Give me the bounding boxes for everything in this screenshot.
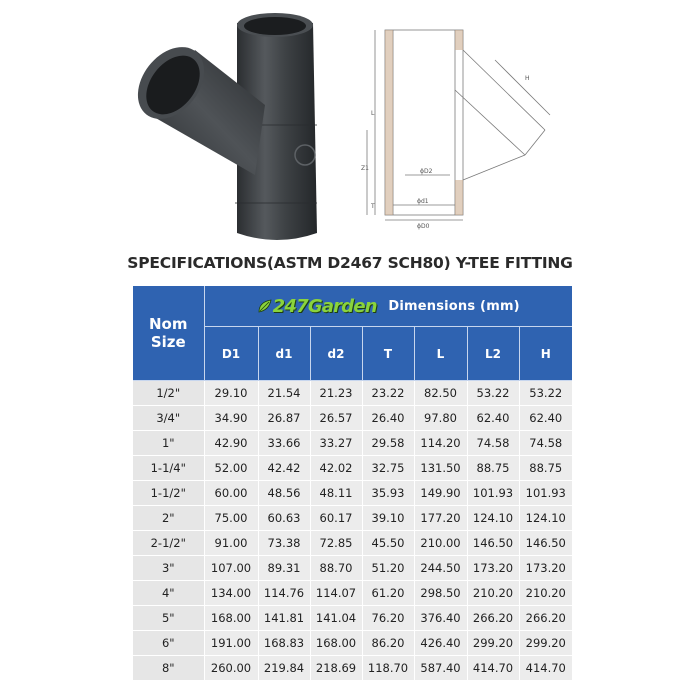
dimension-cell: 76.20 [362, 606, 414, 631]
dimension-cell: 218.69 [310, 656, 362, 681]
table-row [133, 406, 572, 431]
table-row [133, 456, 572, 481]
column-header-l2: L2 [467, 327, 519, 381]
spec-title: SPECIFICATIONS(ASTM D2467 SCH80) Y-TEE FITTING [127, 254, 573, 272]
dimension-cell: 60.17 [310, 506, 362, 531]
dimension-cell: 33.66 [258, 431, 310, 456]
dimension-cell: 141.81 [258, 606, 310, 631]
label-H: H [525, 75, 530, 82]
dimension-cell: 97.80 [414, 406, 467, 431]
dimension-cell: 146.50 [467, 531, 519, 556]
label-D1: ϕD0 [417, 223, 430, 230]
table-row [133, 606, 572, 631]
dimension-cell: 244.50 [414, 556, 467, 581]
table-row [133, 581, 572, 606]
dimension-cell: 210.00 [414, 531, 467, 556]
brand-name: 247Garden [272, 295, 377, 317]
dimension-cell: 260.00 [204, 656, 258, 681]
dimension-cell: 74.58 [519, 431, 572, 456]
dimension-cell: 426.40 [414, 631, 467, 656]
dimension-cell: 168.83 [258, 631, 310, 656]
dimension-cell: 75.00 [204, 506, 258, 531]
column-header-l: L [414, 327, 467, 381]
dimension-cell: 51.20 [362, 556, 414, 581]
dimension-cell: 23.22 [362, 381, 414, 406]
nom-size-cell: 6" [133, 631, 204, 656]
column-header-d1: D1 [204, 327, 258, 381]
dimension-cell: 177.20 [414, 506, 467, 531]
dimension-cell: 173.20 [467, 556, 519, 581]
dimension-cell: 124.10 [519, 506, 572, 531]
dimension-cell: 414.70 [467, 656, 519, 681]
dimension-cell: 266.20 [467, 606, 519, 631]
dimension-cell: 298.50 [414, 581, 467, 606]
dimension-cell: 299.20 [519, 631, 572, 656]
dimension-cell: 299.20 [467, 631, 519, 656]
table-row [133, 531, 572, 556]
dimension-cell: 88.75 [467, 456, 519, 481]
dimension-cell: 32.75 [362, 456, 414, 481]
dimensions-table [133, 286, 572, 681]
dimension-cell: 26.40 [362, 406, 414, 431]
y-tee-cross-section-drawing [345, 20, 565, 235]
nom-size-cell: 2" [133, 506, 204, 531]
nom-size-cell: 1-1/2" [133, 481, 204, 506]
nom-size-cell: 3" [133, 556, 204, 581]
dimension-cell: 101.93 [519, 481, 572, 506]
dimension-cell: 210.20 [467, 581, 519, 606]
dimension-cell: 141.04 [310, 606, 362, 631]
label-d1: ϕd1 [417, 198, 429, 205]
dimension-cell: 60.00 [204, 481, 258, 506]
dimension-cell: 33.27 [310, 431, 362, 456]
dimension-cell: 266.20 [519, 606, 572, 631]
table-row [133, 481, 572, 506]
dimension-cell: 107.00 [204, 556, 258, 581]
label-z1: Z1 [361, 165, 369, 172]
dimension-cell: 414.70 [519, 656, 572, 681]
label-d2: ϕD2 [420, 168, 433, 175]
dimension-cell: 29.58 [362, 431, 414, 456]
dimension-cell: 124.10 [467, 506, 519, 531]
dimension-cell: 73.38 [258, 531, 310, 556]
dimension-cell: 29.10 [204, 381, 258, 406]
dimension-cell: 86.20 [362, 631, 414, 656]
dimension-cell: 62.40 [519, 406, 572, 431]
brand-logo [257, 296, 377, 317]
nom-size-cell: 5" [133, 606, 204, 631]
dimension-cell: 173.20 [519, 556, 572, 581]
dimension-cell: 168.00 [310, 631, 362, 656]
dimension-cell: 34.90 [204, 406, 258, 431]
column-header-h: H [519, 327, 572, 381]
dimension-cell: 45.50 [362, 531, 414, 556]
dimension-cell: 114.20 [414, 431, 467, 456]
dimension-cell: 134.00 [204, 581, 258, 606]
dimension-cell: 118.70 [362, 656, 414, 681]
dimension-cell: 42.90 [204, 431, 258, 456]
dimension-cell: 53.22 [519, 381, 572, 406]
nom-size-cell: 2-1/2" [133, 531, 204, 556]
dimension-cell: 21.23 [310, 381, 362, 406]
dimension-cell: 42.02 [310, 456, 362, 481]
dimension-cell: 72.85 [310, 531, 362, 556]
dimension-cell: 35.93 [362, 481, 414, 506]
column-header-d1: d1 [258, 327, 310, 381]
dimension-cell: 88.75 [519, 456, 572, 481]
label-T: T [371, 203, 375, 210]
nom-size-header [133, 286, 204, 381]
dimension-cell: 168.00 [204, 606, 258, 631]
dimension-cell: 101.93 [467, 481, 519, 506]
dimensions-header [204, 286, 572, 327]
column-header-t: T [362, 327, 414, 381]
dimension-cell: 376.40 [414, 606, 467, 631]
dimensions-label: Dimensions (mm) [388, 298, 520, 314]
dimension-cell: 61.20 [362, 581, 414, 606]
dimension-cell: 89.31 [258, 556, 310, 581]
dimension-cell: 210.20 [519, 581, 572, 606]
nom-size-cell: 1" [133, 431, 204, 456]
dimension-cell: 26.87 [258, 406, 310, 431]
table-row [133, 631, 572, 656]
dimension-cell: 149.90 [414, 481, 467, 506]
dimension-cell: 53.22 [467, 381, 519, 406]
dimension-cell: 219.84 [258, 656, 310, 681]
dimension-cell: 91.00 [204, 531, 258, 556]
dimension-cell: 48.56 [258, 481, 310, 506]
dimension-cell: 60.63 [258, 506, 310, 531]
dimension-cell: 587.40 [414, 656, 467, 681]
nom-size-label: Nom Size [149, 315, 188, 351]
dimension-cell: 48.11 [310, 481, 362, 506]
dimension-cell: 131.50 [414, 456, 467, 481]
dimension-cell: 26.57 [310, 406, 362, 431]
dimension-cell: 74.58 [467, 431, 519, 456]
nom-size-cell: 3/4" [133, 406, 204, 431]
dimension-cell: 191.00 [204, 631, 258, 656]
dimension-cell: 146.50 [519, 531, 572, 556]
dimension-cell: 114.07 [310, 581, 362, 606]
dimension-cell: 21.54 [258, 381, 310, 406]
nom-size-cell: 4" [133, 581, 204, 606]
dimension-cell: 114.76 [258, 581, 310, 606]
dimension-cell: 39.10 [362, 506, 414, 531]
nom-size-cell: 1-1/4" [133, 456, 204, 481]
table-body [133, 381, 572, 681]
y-tee-photo [125, 5, 355, 245]
dimension-cell: 52.00 [204, 456, 258, 481]
dimension-cell: 88.70 [310, 556, 362, 581]
table-row [133, 381, 572, 406]
column-header-d2: d2 [310, 327, 362, 381]
table-row [133, 431, 572, 456]
dimension-cell: 82.50 [414, 381, 467, 406]
label-L: L [371, 110, 375, 117]
table-row [133, 506, 572, 531]
dimension-cell: 42.42 [258, 456, 310, 481]
nom-size-cell: 8" [133, 656, 204, 681]
leaf-icon [257, 298, 273, 314]
nom-size-cell: 1/2" [133, 381, 204, 406]
table-row [133, 556, 572, 581]
table-row [133, 656, 572, 681]
dimension-cell: 62.40 [467, 406, 519, 431]
